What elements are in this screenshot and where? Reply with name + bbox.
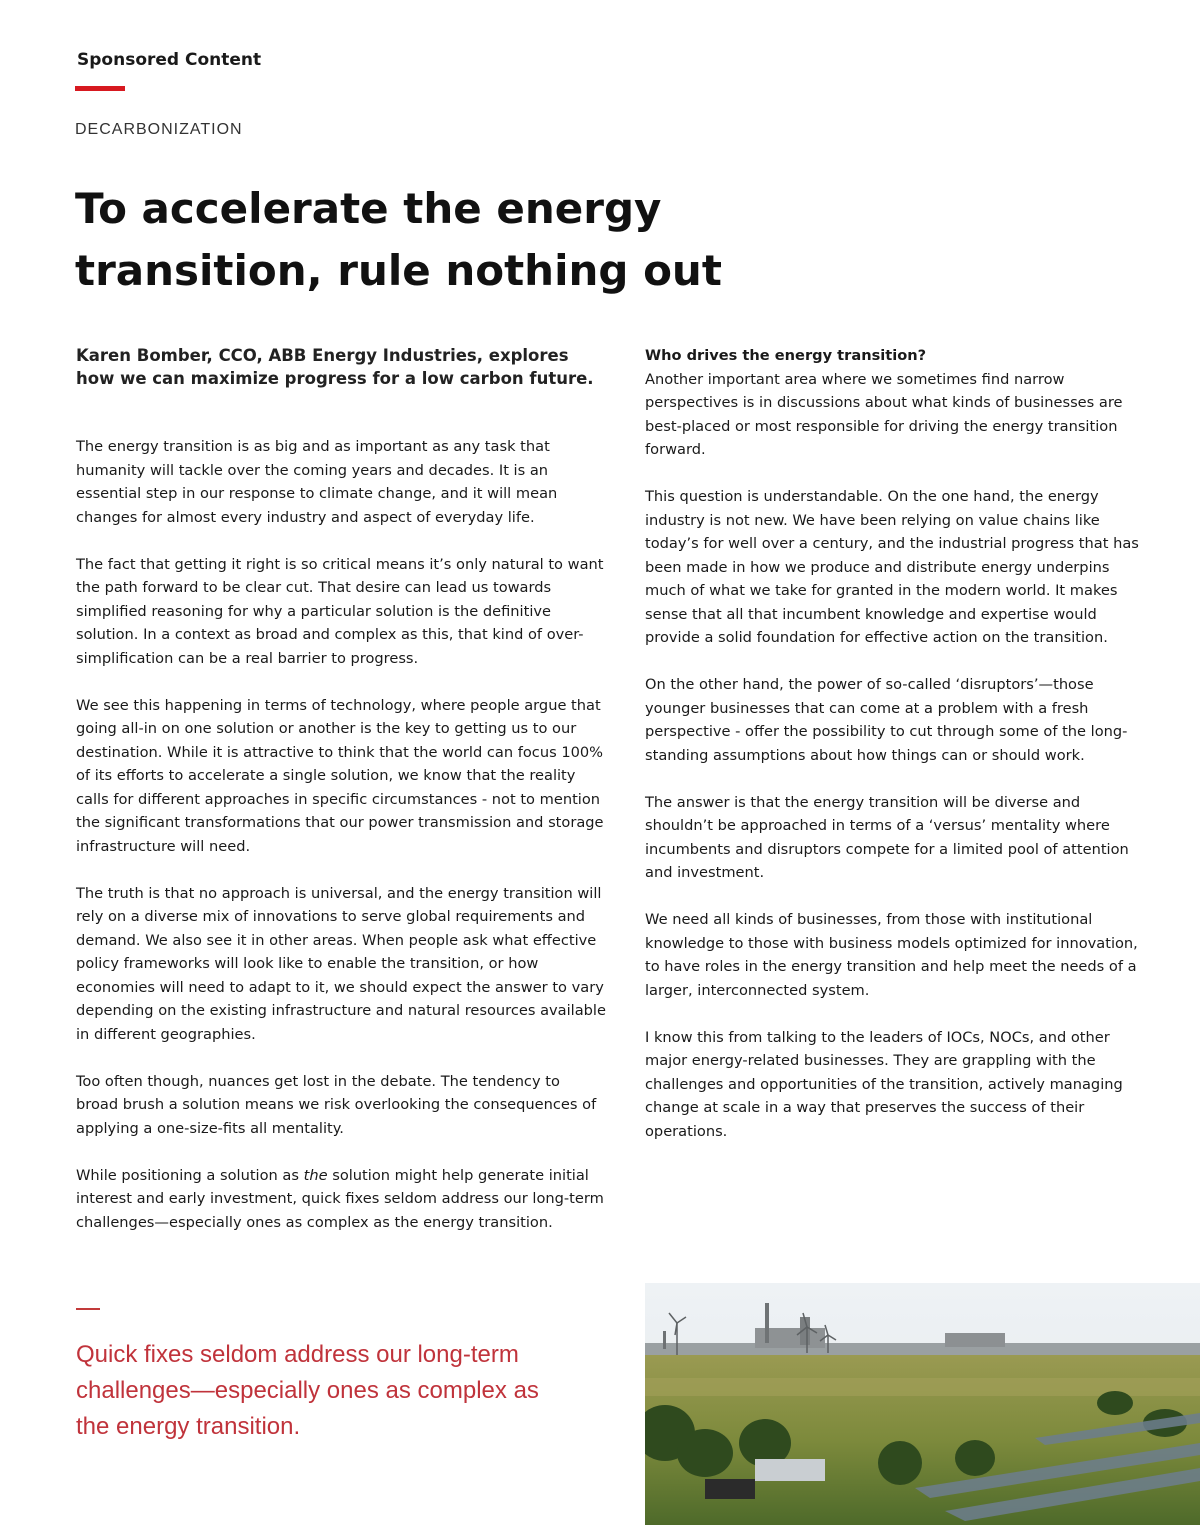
landscape-photo (645, 1283, 1200, 1525)
pull-quote-dash (76, 1308, 100, 1310)
category-label: DECARBONIZATION (75, 121, 243, 138)
accent-rule (75, 86, 125, 91)
body-paragraph: On the other hand, the power of so-called ‘disruptors’—those younger businesses that can come at a problem with a fresh perspective - offer the possibility to cut through some of the long-standing assumptions about how things can or should work. (645, 676, 1128, 764)
body-paragraph: We see this happening in terms of technology, where people argue that going all-in on one solution or another is the key to getting us to our destination. While it is attractive to think that the world can focus 100% of its efforts to accelerate a single solution, we know that the reality calls for different approaches in specific circumstances - not to mention the significant transformations that our power transmission and storage infrastructure will need. (76, 696, 604, 855)
positioning-text-after: solution might help generate initial interest and early investment, quick fixes seldom address our long-term challenges—especially ones as complex as the energy transition. (76, 1166, 604, 1231)
body-paragraph: The answer is that the energy transition will be diverse and shouldn’t be approached in terms of a ‘versus’ mentality where incumbents and disruptors compete for a limited pool of attention and investment. (645, 793, 1129, 881)
body-paragraph: I know this from talking to the leaders of IOCs, NOCs, and other major energy-related businesses. They are grappling with the challenges and opportunities of the transition, actively managing change at scale in a way that preserves the success of their operations. (645, 1028, 1123, 1140)
article-headline: To accelerate the energy transition, rule nothing out (75, 184, 722, 295)
left-column (76, 344, 606, 1258)
body-paragraph: Too often though, nuances get lost in the debate. The tendency to broad brush a solution means we risk overlooking the consequences of applying a one-size-fits all mentality. (76, 1072, 597, 1137)
positioning-text-before: While positioning a solution as (76, 1166, 304, 1184)
wind-solar-landscape-image (645, 1283, 1200, 1525)
body-paragraph: The fact that getting it right is so critical means it’s only natural to want the path forward to be clear cut. That desire can lead us towards simplified reasoning for why a particular solution is the definitive solution. In a context as broad and complex as this, that kind of over-simplification can be a real barrier to progress. (76, 555, 604, 667)
body-paragraph-positioning (76, 1164, 606, 1235)
article-lede: Karen Bomber, CCO, ABB Energy Industries, explores how we can maximize progress for a low carbon future. (76, 346, 594, 388)
positioning-emphasis: the (303, 1166, 328, 1184)
pull-quote: Quick fixes seldom address our long-term challenges—especially ones as complex as the energy transition. (76, 1341, 539, 1440)
body-paragraph: This question is understandable. On the one hand, the energy industry is not new. We have been relying on value chains like today’s for well over a century, and the industrial progress that has been made in how we produce and distribute energy underpins much of what we take for granted in the modern world. It makes sense that all that incumbent knowledge and expertise would provide a solid foundation for effective action on the transition. (645, 488, 1139, 646)
body-paragraph: The energy transition is as big and as important as any task that humanity will tackle over the coming years and decades. It is an essential step in our response to climate change, and it will mean changes for almost every industry and aspect of everyday life. (76, 438, 558, 526)
section-subhead: Who drives the energy transition? (645, 347, 927, 364)
body-paragraph: The truth is that no approach is universal, and the energy transition will rely on a diverse mix of innovations to serve global requirements and demand. We also see it in other areas. When people ask what effective policy frameworks will look like to enable the transition, or how economies will need to adapt to it, we should expect the answer to vary depending on the existing infrastructure and natural resources available in different geographies. (76, 884, 606, 1043)
body-paragraph: We need all kinds of businesses, from those with institutional knowledge to those with business models optimized for innovation, to have roles in the energy transition and help meet the needs of a larger, interconnected system. (645, 911, 1138, 999)
body-paragraph: Another important area where we sometimes find narrow perspectives is in discussions about what kinds of businesses are best-placed or most responsible for driving the energy transition forward. (645, 370, 1123, 458)
sponsored-label: Sponsored Content (77, 50, 262, 70)
right-column (645, 344, 1145, 1167)
